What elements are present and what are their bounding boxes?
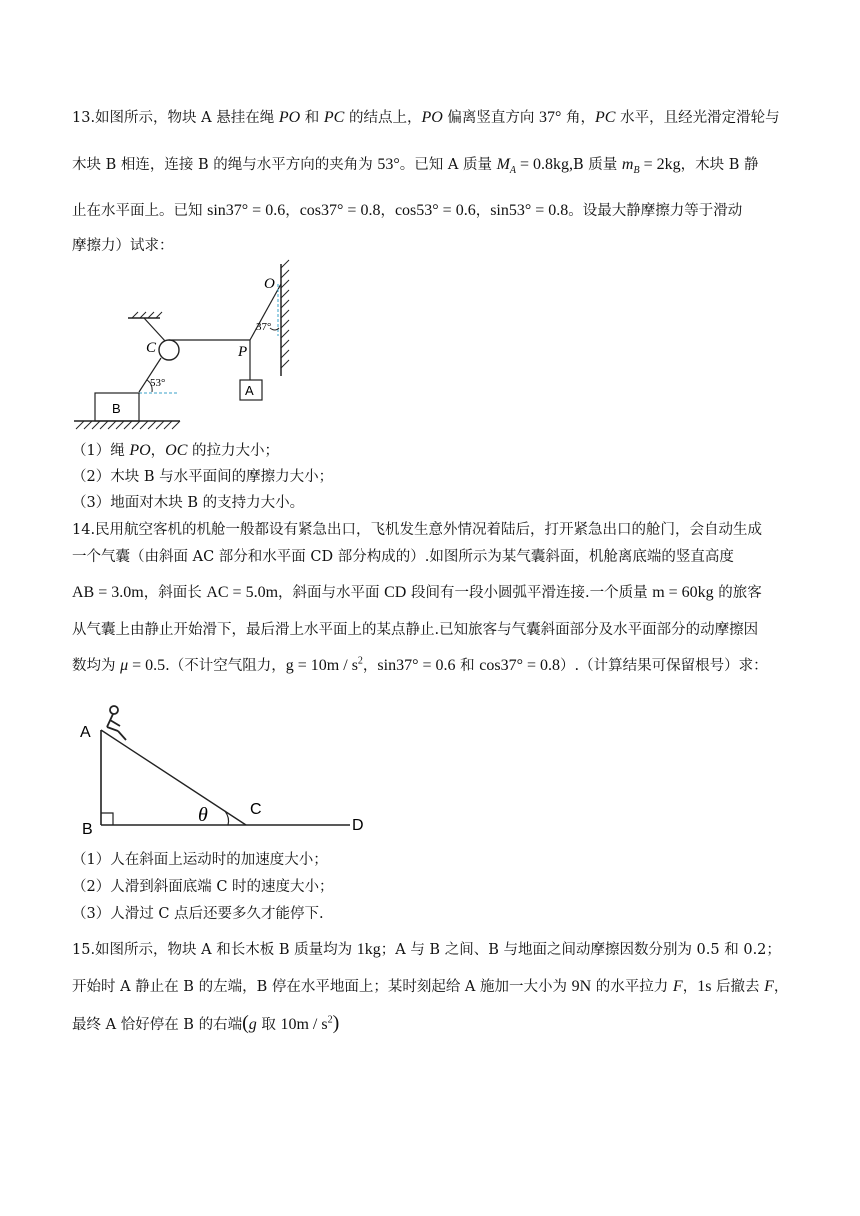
mass-a: $M_A = 0.8kg$, (496, 156, 574, 177)
q13-line-3: 止在水平面上。已知 sin37° = 0.6，cos37° = 0.8，cos53° = 0.6，sin53° = 0.8。设最大静摩擦力等于滑动 (72, 202, 743, 219)
q15-line-2: 开始时 A 静止在 B 的左端，B 停在水平地面上；某时刻起给 A 施加一大小为 9N 的水平拉力 F，1s 后撤去 F， (72, 978, 789, 995)
rope-po: PO (278, 109, 301, 126)
q14-sub-1: （1）人在斜面上运动时的加速度大小； (72, 852, 328, 868)
q13-line-2: 木块 B 相连，连接 B 的绳与水平方向的夹角为 53°。已知 A 质量 $M_A = 0.8kg,B$ 质量 $m_B = 2kg$，木块 B 静 (72, 156, 759, 177)
q14-line-3: AB = 3.0m，斜面长 AC = 5.0m，斜面与水平面 CD 段间有一段小圆弧平滑连接.一个质量 m = 60kg 的旅客 (72, 584, 762, 601)
q14-line-2: 一个气囊（由斜面 AC 部分和水平面 CD 部分构成的）.如图所示为某气囊斜面，机舱离底端的竖直高度 (72, 549, 734, 565)
rope-pc: PC (323, 109, 345, 126)
label-p: P (238, 344, 248, 360)
label-b: B (82, 821, 93, 838)
label-53: 53° (150, 377, 166, 389)
q14-line-1: 14.民用航空客机的机舱一般都设有紧急出口，飞机发生意外情况着陆后，打开紧急出口的舱门，会自动生成 (72, 522, 763, 538)
label-o: O (264, 276, 275, 292)
pulley (159, 340, 179, 360)
label-37: 37° (256, 321, 272, 333)
q15-line-1: 15.如图所示，物块 A 和长木板 B 质量均为 1kg；A 与 B 之间、B 与地面之间动摩擦因数分别为 0.5 和 0.2； (72, 941, 781, 958)
q14-line-5: 数均为 μ = 0.5.（不计空气阻力，$g = 10m / s^2$，sin37° = 0.6 和 cos37° = 0.8）.（计算结果可保留根号）求： (72, 655, 768, 674)
angle-theta: θ (198, 804, 208, 826)
q13-sub-1: （1）绳 PO，OC 的拉力大小； (72, 442, 280, 459)
angle-53: 53° (377, 156, 400, 173)
label-a: A (80, 724, 91, 741)
block-a-label: A (245, 383, 254, 398)
q14-sub-3: （3）人滑过 C 点后还要多久才能停下. (72, 906, 324, 922)
label-d: D (352, 817, 364, 834)
q13-line-4: 摩擦力）试求： (72, 238, 174, 254)
q14-sub-2: （2）人滑到斜面底端 C 时的速度大小； (72, 879, 334, 895)
q13-text: 13.如图所示，物块 A 悬挂在绳 (72, 110, 279, 126)
angle-37: 37° (539, 109, 562, 126)
slope-ac (101, 730, 246, 825)
q13-sub-3: （3）地面对木块 B 的支持力大小。 (72, 495, 305, 511)
label-c: C (250, 801, 262, 818)
mass-b: $m_B = 2kg$ (621, 156, 681, 177)
q13-sub-2: （2）木块 B 与水平面间的摩擦力大小； (72, 469, 334, 485)
q15-line-3: 最终 A 恰好停在 B 的右端(g 取 $10m / s^2$) (72, 1012, 340, 1034)
q13-figure (70, 256, 300, 436)
block-b-label: B (112, 401, 121, 416)
q14-line-4: 从气囊上由静止开始滑下，最后滑上水平面上的某点静止.已知旅客与气囊斜面部分及水平面部分的动摩擦因 (72, 622, 759, 638)
passenger (107, 706, 126, 740)
label-c: C (146, 340, 157, 356)
q14-figure (70, 700, 390, 840)
q13-line-1: 13.如图所示，物块 A 悬挂在绳 PO 和 PC 的结点上，PO 偏离竖直方向 37° 角，PC 水平，且经光滑定滑轮与 (72, 109, 780, 126)
